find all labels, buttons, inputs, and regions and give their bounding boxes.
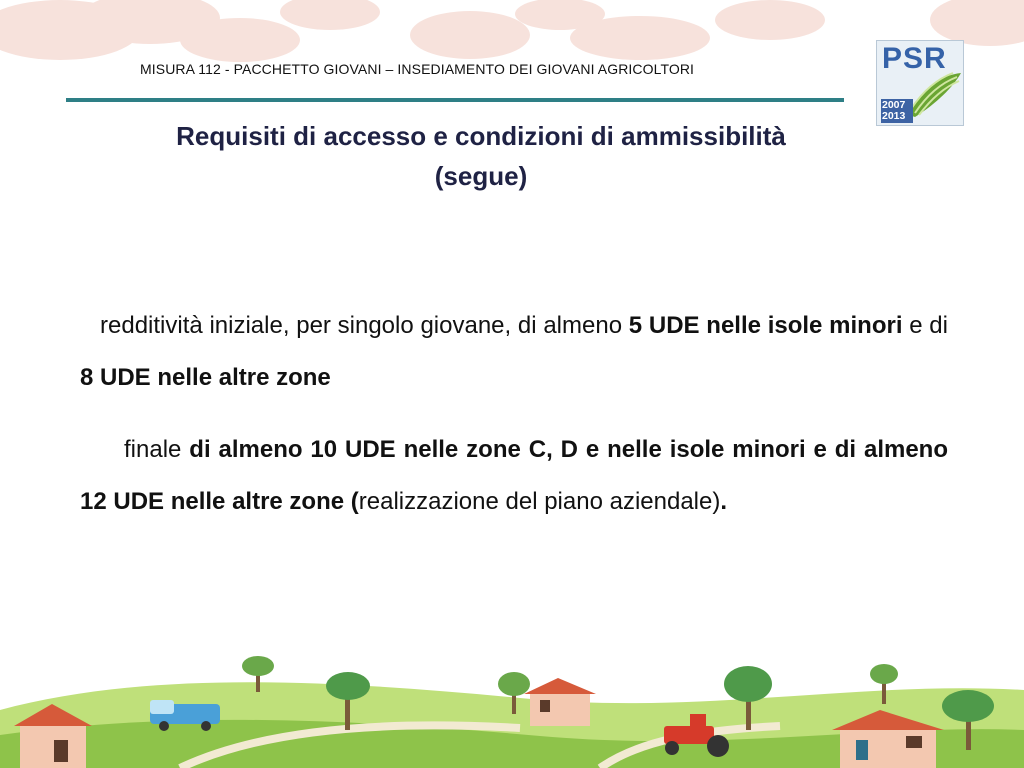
text-run: redditività iniziale, per singolo giovane, di almeno (100, 312, 629, 339)
header-subtitle: MISURA 112 - PACCHETTO GIOVANI – INSEDIAMENTO DEI GIOVANI AGRICOLTORI (140, 61, 695, 77)
logo-text: PSR (882, 42, 947, 75)
text-run: realizzazione del piano aziendale) (358, 488, 721, 515)
title-line-1: Requisiti di accesso e condizioni di ammissibilità (176, 121, 786, 151)
text-run: finale (124, 436, 190, 463)
logo-year-start: 2007 (882, 99, 906, 111)
text-run: e di (902, 312, 948, 339)
header-divider (66, 98, 844, 102)
field-icon (907, 69, 963, 119)
text-run-bold: 5 UDE nelle isole minori (628, 312, 903, 339)
paragraph-initial-income (80, 300, 948, 404)
title-line-2: (segue) (434, 161, 528, 191)
slide-title (70, 116, 892, 196)
text-run-bold: . (720, 488, 728, 515)
house-icon (524, 678, 596, 726)
psr-logo (876, 40, 964, 126)
text-run-bold: di almeno 10 UDE nelle zone C, D e nelle isole minori e di almeno 12 UDE nelle altre zone ( (80, 436, 949, 515)
paragraph-final-income (80, 424, 948, 528)
text-run-bold: 8 UDE nelle altre zone (80, 364, 331, 391)
logo-year-end: 2013 (882, 110, 906, 122)
countryside-illustration (0, 640, 1024, 768)
